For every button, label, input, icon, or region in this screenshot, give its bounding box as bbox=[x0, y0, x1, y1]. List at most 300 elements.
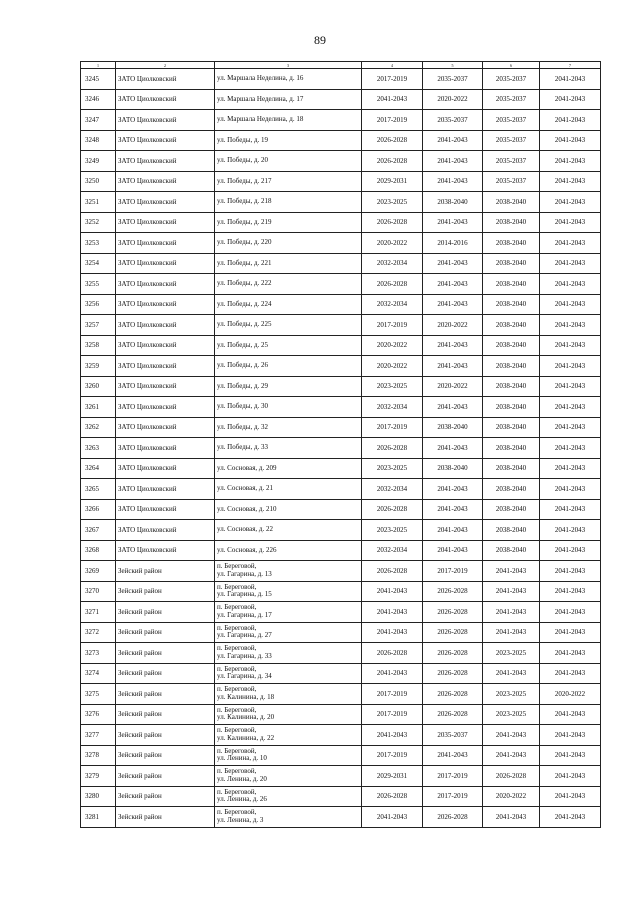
address-cell: ул. Победы, д. 32 bbox=[215, 417, 362, 438]
period-cell: 2041-2043 bbox=[540, 110, 601, 131]
period-cell: 2026-2028 bbox=[362, 212, 423, 233]
row-number-cell: 3248 bbox=[81, 130, 116, 151]
period-cell: 2038-2040 bbox=[483, 376, 540, 397]
municipality-cell: Зейский район bbox=[116, 766, 215, 787]
row-number-cell: 3263 bbox=[81, 438, 116, 459]
period-cell: 2020-2022 bbox=[423, 315, 483, 336]
table-row bbox=[81, 130, 601, 151]
period-cell: 2029-2031 bbox=[362, 766, 423, 787]
period-cell: 2041-2043 bbox=[540, 622, 601, 643]
period-cell: 2023-2025 bbox=[362, 520, 423, 541]
period-cell: 2026-2028 bbox=[423, 602, 483, 623]
row-number-cell: 3265 bbox=[81, 479, 116, 500]
municipality-cell: Зейский район bbox=[116, 684, 215, 705]
period-cell: 2041-2043 bbox=[540, 725, 601, 746]
table-row bbox=[81, 663, 601, 684]
period-cell: 2041-2043 bbox=[483, 622, 540, 643]
address-cell: ул. Победы, д. 225 bbox=[215, 315, 362, 336]
municipality-cell: Зейский район bbox=[116, 663, 215, 684]
period-cell: 2041-2043 bbox=[540, 233, 601, 254]
row-number-cell: 3258 bbox=[81, 335, 116, 356]
municipality-cell: ЗАТО Циолковский bbox=[116, 130, 215, 151]
row-number-cell: 3276 bbox=[81, 704, 116, 725]
row-number-cell: 3272 bbox=[81, 622, 116, 643]
row-number-cell: 3253 bbox=[81, 233, 116, 254]
period-cell: 2026-2028 bbox=[362, 561, 423, 582]
table-row bbox=[81, 171, 601, 192]
table-row bbox=[81, 561, 601, 582]
address-cell: п. Береговой, ул. Калинина, д. 22 bbox=[215, 725, 362, 746]
table-row bbox=[81, 212, 601, 233]
municipality-cell: ЗАТО Циолковский bbox=[116, 458, 215, 479]
row-number-cell: 3245 bbox=[81, 69, 116, 90]
period-cell: 2026-2028 bbox=[362, 274, 423, 295]
row-number-cell: 3249 bbox=[81, 151, 116, 172]
period-cell: 2038-2040 bbox=[483, 274, 540, 295]
table-row bbox=[81, 69, 601, 90]
municipality-cell: ЗАТО Циолковский bbox=[116, 417, 215, 438]
period-cell: 2038-2040 bbox=[483, 192, 540, 213]
period-cell: 2041-2043 bbox=[540, 89, 601, 110]
period-cell: 2038-2040 bbox=[483, 397, 540, 418]
municipality-cell: ЗАТО Циолковский bbox=[116, 438, 215, 459]
address-cell: ул. Победы, д. 30 bbox=[215, 397, 362, 418]
address-cell: п. Береговой, ул. Ленина, д. 10 bbox=[215, 745, 362, 766]
table-row bbox=[81, 458, 601, 479]
table-row bbox=[81, 622, 601, 643]
period-cell: 2041-2043 bbox=[540, 438, 601, 459]
row-number-cell: 3251 bbox=[81, 192, 116, 213]
period-cell: 2041-2043 bbox=[540, 253, 601, 274]
row-number-cell: 3261 bbox=[81, 397, 116, 418]
period-cell: 2041-2043 bbox=[540, 274, 601, 295]
period-cell: 2026-2028 bbox=[362, 499, 423, 520]
row-number-cell: 3254 bbox=[81, 253, 116, 274]
table-row bbox=[81, 192, 601, 213]
period-cell: 2035-2037 bbox=[423, 110, 483, 131]
period-cell: 2026-2028 bbox=[483, 766, 540, 787]
address-cell: ул. Победы, д. 25 bbox=[215, 335, 362, 356]
period-cell: 2026-2028 bbox=[423, 643, 483, 664]
address-cell: ул. Маршала Неделина, д. 18 bbox=[215, 110, 362, 131]
municipality-cell: Зейский район bbox=[116, 643, 215, 664]
address-cell: п. Береговой, ул. Гагарина, д. 34 bbox=[215, 663, 362, 684]
period-cell: 2038-2040 bbox=[423, 417, 483, 438]
period-cell: 2041-2043 bbox=[483, 807, 540, 828]
period-cell: 2041-2043 bbox=[362, 89, 423, 110]
period-cell: 2038-2040 bbox=[423, 192, 483, 213]
period-cell: 2041-2043 bbox=[423, 130, 483, 151]
row-number-cell: 3280 bbox=[81, 786, 116, 807]
period-cell: 2032-2034 bbox=[362, 540, 423, 561]
period-cell: 2023-2025 bbox=[483, 643, 540, 664]
row-number-cell: 3256 bbox=[81, 294, 116, 315]
municipality-cell: ЗАТО Циолковский bbox=[116, 212, 215, 233]
address-cell: ул. Победы, д. 224 bbox=[215, 294, 362, 315]
period-cell: 2026-2028 bbox=[423, 581, 483, 602]
period-cell: 2038-2040 bbox=[483, 356, 540, 377]
row-number-cell: 3278 bbox=[81, 745, 116, 766]
address-cell: ул. Сосновая, д. 226 bbox=[215, 540, 362, 561]
period-cell: 2038-2040 bbox=[423, 458, 483, 479]
table-row bbox=[81, 438, 601, 459]
period-cell: 2035-2037 bbox=[423, 725, 483, 746]
municipality-cell: Зейский район bbox=[116, 786, 215, 807]
table-row bbox=[81, 233, 601, 254]
period-cell: 2020-2022 bbox=[362, 233, 423, 254]
municipality-cell: ЗАТО Циолковский bbox=[116, 499, 215, 520]
table-row bbox=[81, 294, 601, 315]
period-cell: 2041-2043 bbox=[423, 540, 483, 561]
period-cell: 2023-2025 bbox=[483, 704, 540, 725]
period-cell: 2026-2028 bbox=[362, 786, 423, 807]
period-cell: 2041-2043 bbox=[540, 786, 601, 807]
period-cell: 2041-2043 bbox=[423, 274, 483, 295]
period-cell: 2038-2040 bbox=[483, 438, 540, 459]
period-cell: 2041-2043 bbox=[540, 704, 601, 725]
period-cell: 2020-2022 bbox=[362, 335, 423, 356]
period-cell: 2038-2040 bbox=[483, 315, 540, 336]
period-cell: 2041-2043 bbox=[362, 725, 423, 746]
row-number-cell: 3260 bbox=[81, 376, 116, 397]
period-cell: 2041-2043 bbox=[540, 130, 601, 151]
period-cell: 2032-2034 bbox=[362, 253, 423, 274]
period-cell: 2026-2028 bbox=[362, 643, 423, 664]
period-cell: 2023-2025 bbox=[483, 684, 540, 705]
period-cell: 2017-2019 bbox=[423, 766, 483, 787]
period-cell: 2038-2040 bbox=[483, 520, 540, 541]
row-number-cell: 3262 bbox=[81, 417, 116, 438]
row-number-cell: 3281 bbox=[81, 807, 116, 828]
row-number-cell: 3268 bbox=[81, 540, 116, 561]
row-number-cell: 3279 bbox=[81, 766, 116, 787]
period-cell: 2041-2043 bbox=[362, 622, 423, 643]
period-cell: 2041-2043 bbox=[540, 766, 601, 787]
period-cell: 2017-2019 bbox=[362, 110, 423, 131]
table-row bbox=[81, 540, 601, 561]
period-cell: 2035-2037 bbox=[483, 69, 540, 90]
period-cell: 2014-2016 bbox=[423, 233, 483, 254]
row-number-cell: 3273 bbox=[81, 643, 116, 664]
row-number-cell: 3269 bbox=[81, 561, 116, 582]
period-cell: 2017-2019 bbox=[362, 315, 423, 336]
table-row bbox=[81, 745, 601, 766]
address-cell: п. Береговой, ул. Ленина, д. 26 bbox=[215, 786, 362, 807]
period-cell: 2038-2040 bbox=[483, 233, 540, 254]
period-cell: 2026-2028 bbox=[423, 663, 483, 684]
period-cell: 2017-2019 bbox=[423, 786, 483, 807]
period-cell: 2017-2019 bbox=[362, 417, 423, 438]
municipality-cell: ЗАТО Циолковский bbox=[116, 315, 215, 336]
period-cell: 2041-2043 bbox=[423, 745, 483, 766]
period-cell: 2041-2043 bbox=[423, 253, 483, 274]
period-cell: 2041-2043 bbox=[540, 294, 601, 315]
period-cell: 2041-2043 bbox=[362, 581, 423, 602]
address-cell: ул. Победы, д. 222 bbox=[215, 274, 362, 295]
row-number-cell: 3264 bbox=[81, 458, 116, 479]
period-cell: 2041-2043 bbox=[540, 479, 601, 500]
municipality-cell: ЗАТО Циолковский bbox=[116, 192, 215, 213]
period-cell: 2020-2022 bbox=[540, 684, 601, 705]
address-cell: п. Береговой, ул. Калинина, д. 20 bbox=[215, 704, 362, 725]
period-cell: 2041-2043 bbox=[540, 212, 601, 233]
table-row bbox=[81, 397, 601, 418]
period-cell: 2032-2034 bbox=[362, 479, 423, 500]
address-cell: п. Береговой, ул. Гагарина, д. 15 bbox=[215, 581, 362, 602]
period-cell: 2035-2037 bbox=[483, 110, 540, 131]
municipality-cell: ЗАТО Циолковский bbox=[116, 274, 215, 295]
address-cell: ул. Победы, д. 217 bbox=[215, 171, 362, 192]
period-cell: 2017-2019 bbox=[423, 561, 483, 582]
housing-register-table bbox=[80, 61, 601, 828]
row-number-cell: 3270 bbox=[81, 581, 116, 602]
period-cell: 2032-2034 bbox=[362, 294, 423, 315]
address-cell: ул. Победы, д. 221 bbox=[215, 253, 362, 274]
period-cell: 2041-2043 bbox=[540, 356, 601, 377]
municipality-cell: ЗАТО Циолковский bbox=[116, 89, 215, 110]
municipality-cell: Зейский район bbox=[116, 807, 215, 828]
address-cell: п. Береговой, ул. Гагарина, д. 17 bbox=[215, 602, 362, 623]
table-row bbox=[81, 151, 601, 172]
period-cell: 2026-2028 bbox=[423, 807, 483, 828]
municipality-cell: Зейский район bbox=[116, 622, 215, 643]
period-cell: 2041-2043 bbox=[423, 356, 483, 377]
period-cell: 2041-2043 bbox=[540, 581, 601, 602]
period-cell: 2035-2037 bbox=[483, 171, 540, 192]
row-number-cell: 3277 bbox=[81, 725, 116, 746]
period-cell: 2041-2043 bbox=[423, 397, 483, 418]
column-number: 7 bbox=[540, 62, 601, 69]
address-cell: п. Береговой, ул. Ленина, д. 3 bbox=[215, 807, 362, 828]
municipality-cell: ЗАТО Циолковский bbox=[116, 520, 215, 541]
period-cell: 2041-2043 bbox=[483, 561, 540, 582]
period-cell: 2041-2043 bbox=[540, 315, 601, 336]
period-cell: 2041-2043 bbox=[540, 69, 601, 90]
table-row bbox=[81, 335, 601, 356]
period-cell: 2038-2040 bbox=[483, 458, 540, 479]
period-cell: 2032-2034 bbox=[362, 397, 423, 418]
table-row bbox=[81, 704, 601, 725]
period-cell: 2041-2043 bbox=[540, 745, 601, 766]
municipality-cell: ЗАТО Циолковский bbox=[116, 233, 215, 254]
address-cell: ул. Победы, д. 29 bbox=[215, 376, 362, 397]
table-row bbox=[81, 766, 601, 787]
period-cell: 2038-2040 bbox=[483, 499, 540, 520]
period-cell: 2041-2043 bbox=[483, 602, 540, 623]
address-cell: ул. Сосновая, д. 21 bbox=[215, 479, 362, 500]
period-cell: 2035-2037 bbox=[483, 151, 540, 172]
period-cell: 2041-2043 bbox=[423, 212, 483, 233]
period-cell: 2041-2043 bbox=[540, 807, 601, 828]
address-cell: п. Береговой, ул. Гагарина, д. 27 bbox=[215, 622, 362, 643]
address-cell: ул. Победы, д. 19 bbox=[215, 130, 362, 151]
table-row bbox=[81, 499, 601, 520]
column-number: 3 bbox=[215, 62, 362, 69]
period-cell: 2041-2043 bbox=[540, 499, 601, 520]
address-cell: ул. Маршала Неделина, д. 17 bbox=[215, 89, 362, 110]
row-number-cell: 3246 bbox=[81, 89, 116, 110]
period-cell: 2041-2043 bbox=[423, 151, 483, 172]
municipality-cell: ЗАТО Циолковский bbox=[116, 356, 215, 377]
period-cell: 2041-2043 bbox=[540, 397, 601, 418]
row-number-cell: 3255 bbox=[81, 274, 116, 295]
column-number: 2 bbox=[116, 62, 215, 69]
period-cell: 2041-2043 bbox=[540, 643, 601, 664]
table-row bbox=[81, 376, 601, 397]
period-cell: 2041-2043 bbox=[423, 520, 483, 541]
column-number: 5 bbox=[423, 62, 483, 69]
address-cell: п. Береговой, ул. Гагарина, д. 33 bbox=[215, 643, 362, 664]
table-row bbox=[81, 684, 601, 705]
period-cell: 2041-2043 bbox=[423, 171, 483, 192]
table-row bbox=[81, 253, 601, 274]
period-cell: 2038-2040 bbox=[483, 479, 540, 500]
address-cell: ул. Сосновая, д. 22 bbox=[215, 520, 362, 541]
period-cell: 2041-2043 bbox=[362, 807, 423, 828]
row-number-cell: 3266 bbox=[81, 499, 116, 520]
municipality-cell: ЗАТО Циолковский bbox=[116, 69, 215, 90]
period-cell: 2038-2040 bbox=[483, 253, 540, 274]
period-cell: 2038-2040 bbox=[483, 540, 540, 561]
table-row bbox=[81, 581, 601, 602]
table-row bbox=[81, 315, 601, 336]
period-cell: 2041-2043 bbox=[540, 663, 601, 684]
column-number-row bbox=[81, 62, 601, 69]
period-cell: 2035-2037 bbox=[483, 89, 540, 110]
column-number: 4 bbox=[362, 62, 423, 69]
period-cell: 2020-2022 bbox=[423, 89, 483, 110]
municipality-cell: ЗАТО Циолковский bbox=[116, 479, 215, 500]
period-cell: 2026-2028 bbox=[362, 130, 423, 151]
table-row bbox=[81, 786, 601, 807]
period-cell: 2026-2028 bbox=[423, 704, 483, 725]
period-cell: 2038-2040 bbox=[483, 417, 540, 438]
period-cell: 2041-2043 bbox=[423, 335, 483, 356]
column-number: 1 bbox=[81, 62, 116, 69]
address-cell: ул. Маршала Неделина, д. 16 bbox=[215, 69, 362, 90]
period-cell: 2041-2043 bbox=[540, 376, 601, 397]
municipality-cell: Зейский район bbox=[116, 725, 215, 746]
municipality-cell: ЗАТО Циолковский bbox=[116, 376, 215, 397]
row-number-cell: 3252 bbox=[81, 212, 116, 233]
period-cell: 2023-2025 bbox=[362, 376, 423, 397]
period-cell: 2020-2022 bbox=[362, 356, 423, 377]
period-cell: 2038-2040 bbox=[483, 294, 540, 315]
period-cell: 2017-2019 bbox=[362, 69, 423, 90]
period-cell: 2041-2043 bbox=[483, 663, 540, 684]
period-cell: 2041-2043 bbox=[540, 602, 601, 623]
table-body bbox=[81, 69, 601, 828]
row-number-cell: 3271 bbox=[81, 602, 116, 623]
period-cell: 2041-2043 bbox=[540, 540, 601, 561]
period-cell: 2041-2043 bbox=[540, 417, 601, 438]
period-cell: 2041-2043 bbox=[423, 479, 483, 500]
table-row bbox=[81, 417, 601, 438]
table-row bbox=[81, 479, 601, 500]
period-cell: 2038-2040 bbox=[483, 335, 540, 356]
period-cell: 2023-2025 bbox=[362, 192, 423, 213]
period-cell: 2041-2043 bbox=[423, 499, 483, 520]
period-cell: 2026-2028 bbox=[423, 622, 483, 643]
municipality-cell: ЗАТО Циолковский bbox=[116, 110, 215, 131]
period-cell: 2026-2028 bbox=[423, 684, 483, 705]
period-cell: 2026-2028 bbox=[362, 438, 423, 459]
table-row bbox=[81, 643, 601, 664]
period-cell: 2017-2019 bbox=[362, 684, 423, 705]
row-number-cell: 3274 bbox=[81, 663, 116, 684]
table-row bbox=[81, 274, 601, 295]
municipality-cell: ЗАТО Циолковский bbox=[116, 171, 215, 192]
municipality-cell: ЗАТО Циолковский bbox=[116, 151, 215, 172]
municipality-cell: Зейский район bbox=[116, 561, 215, 582]
row-number-cell: 3257 bbox=[81, 315, 116, 336]
municipality-cell: Зейский район bbox=[116, 704, 215, 725]
period-cell: 2041-2043 bbox=[423, 438, 483, 459]
address-cell: ул. Сосновая, д. 209 bbox=[215, 458, 362, 479]
period-cell: 2017-2019 bbox=[362, 704, 423, 725]
period-cell: 2026-2028 bbox=[362, 151, 423, 172]
address-cell: ул. Сосновая, д. 210 bbox=[215, 499, 362, 520]
address-cell: ул. Победы, д. 26 bbox=[215, 356, 362, 377]
period-cell: 2041-2043 bbox=[362, 602, 423, 623]
municipality-cell: Зейский район bbox=[116, 602, 215, 623]
period-cell: 2041-2043 bbox=[540, 151, 601, 172]
table-row bbox=[81, 807, 601, 828]
municipality-cell: ЗАТО Циолковский bbox=[116, 397, 215, 418]
period-cell: 2023-2025 bbox=[362, 458, 423, 479]
table-row bbox=[81, 520, 601, 541]
municipality-cell: ЗАТО Циолковский bbox=[116, 294, 215, 315]
address-cell: ул. Победы, д. 220 bbox=[215, 233, 362, 254]
table-row bbox=[81, 602, 601, 623]
period-cell: 2035-2037 bbox=[483, 130, 540, 151]
row-number-cell: 3250 bbox=[81, 171, 116, 192]
period-cell: 2041-2043 bbox=[483, 745, 540, 766]
period-cell: 2029-2031 bbox=[362, 171, 423, 192]
table-row bbox=[81, 725, 601, 746]
row-number-cell: 3247 bbox=[81, 110, 116, 131]
address-cell: ул. Победы, д. 20 bbox=[215, 151, 362, 172]
table-row bbox=[81, 110, 601, 131]
address-cell: п. Береговой, ул. Гагарина, д. 13 bbox=[215, 561, 362, 582]
period-cell: 2041-2043 bbox=[540, 561, 601, 582]
address-cell: ул. Победы, д. 33 bbox=[215, 438, 362, 459]
table-row bbox=[81, 356, 601, 377]
address-cell: ул. Победы, д. 219 bbox=[215, 212, 362, 233]
period-cell: 2020-2022 bbox=[483, 786, 540, 807]
municipality-cell: Зейский район bbox=[116, 745, 215, 766]
period-cell: 2041-2043 bbox=[540, 335, 601, 356]
municipality-cell: ЗАТО Циолковский bbox=[116, 253, 215, 274]
period-cell: 2041-2043 bbox=[362, 663, 423, 684]
period-cell: 2041-2043 bbox=[540, 192, 601, 213]
address-cell: п. Береговой, ул. Ленина, д. 20 bbox=[215, 766, 362, 787]
page-number: 89 bbox=[314, 33, 326, 47]
row-number-cell: 3267 bbox=[81, 520, 116, 541]
column-number: 6 bbox=[483, 62, 540, 69]
address-cell: п. Береговой, ул. Калинина, д. 18 bbox=[215, 684, 362, 705]
period-cell: 2041-2043 bbox=[483, 725, 540, 746]
address-cell: ул. Победы, д. 218 bbox=[215, 192, 362, 213]
municipality-cell: ЗАТО Циолковский bbox=[116, 335, 215, 356]
row-number-cell: 3259 bbox=[81, 356, 116, 377]
row-number-cell: 3275 bbox=[81, 684, 116, 705]
period-cell: 2020-2022 bbox=[423, 376, 483, 397]
period-cell: 2035-2037 bbox=[423, 69, 483, 90]
period-cell: 2041-2043 bbox=[540, 171, 601, 192]
period-cell: 2041-2043 bbox=[483, 581, 540, 602]
period-cell: 2041-2043 bbox=[540, 458, 601, 479]
